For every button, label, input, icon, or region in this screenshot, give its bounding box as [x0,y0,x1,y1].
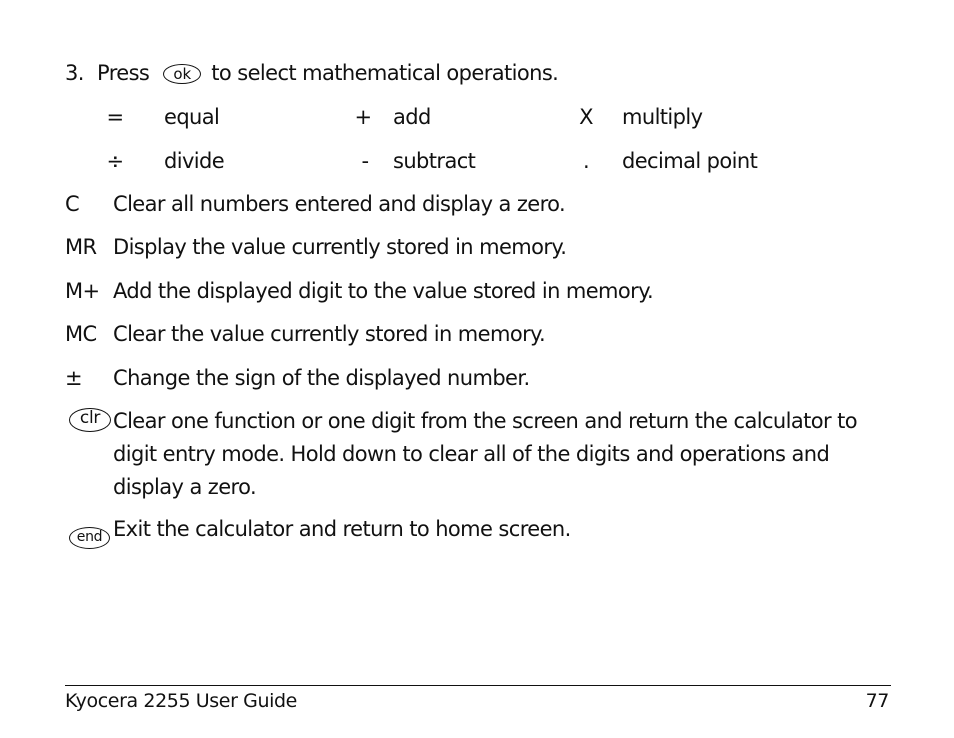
op-label-subtract: subtract [393,149,476,173]
def-text-mr: Display the value currently stored in memory. [113,235,567,259]
def-text-mplus: Add the displayed digit to the value stored in memory. [113,279,654,303]
footer-title: Kyocera 2255 User Guide [65,690,297,712]
op-symbol-add: + [354,105,372,129]
footer-rule [65,685,891,686]
op-symbol-equal: = [106,105,124,129]
clr-key-icon: clr [69,408,111,432]
step-line [65,57,558,89]
page-number: 77 [865,690,889,712]
end-key-icon: end [69,527,110,549]
op-label-add: add [393,105,431,129]
op-symbol-divide: ÷ [106,149,124,173]
def-text-c: Clear all numbers entered and display a zero. [113,192,566,216]
step-text-after: to select mathematical operations. [211,61,559,85]
def-key-sign: ± [65,366,82,390]
step-number: 3. [65,61,84,85]
op-label-divide: divide [164,149,225,173]
def-key-c: C [65,192,80,216]
op-symbol-decimal: . [582,149,590,173]
def-text-clr: Clear one function or one digit from the screen and return the calculator to digit entry mode. Hold down to clear all of the digits and operations and display a zero. [113,409,858,499]
op-label-decimal: decimal point [622,149,758,173]
op-symbol-multiply: X [579,105,593,129]
ok-key-icon: ok [163,64,201,84]
op-label-multiply: multiply [622,105,703,129]
op-label-equal: equal [164,105,220,129]
def-key-mplus: M+ [65,279,100,303]
def-key-mr: MR [65,235,97,259]
def-text-sign: Change the sign of the displayed number. [113,366,530,390]
def-key-mc: MC [65,322,97,346]
op-symbol-subtract: - [361,149,369,173]
step-text-before: Press [97,61,150,85]
def-text-end: Exit the calculator and return to home screen. [113,517,571,541]
def-text-mc: Clear the value currently stored in memory. [113,322,546,346]
